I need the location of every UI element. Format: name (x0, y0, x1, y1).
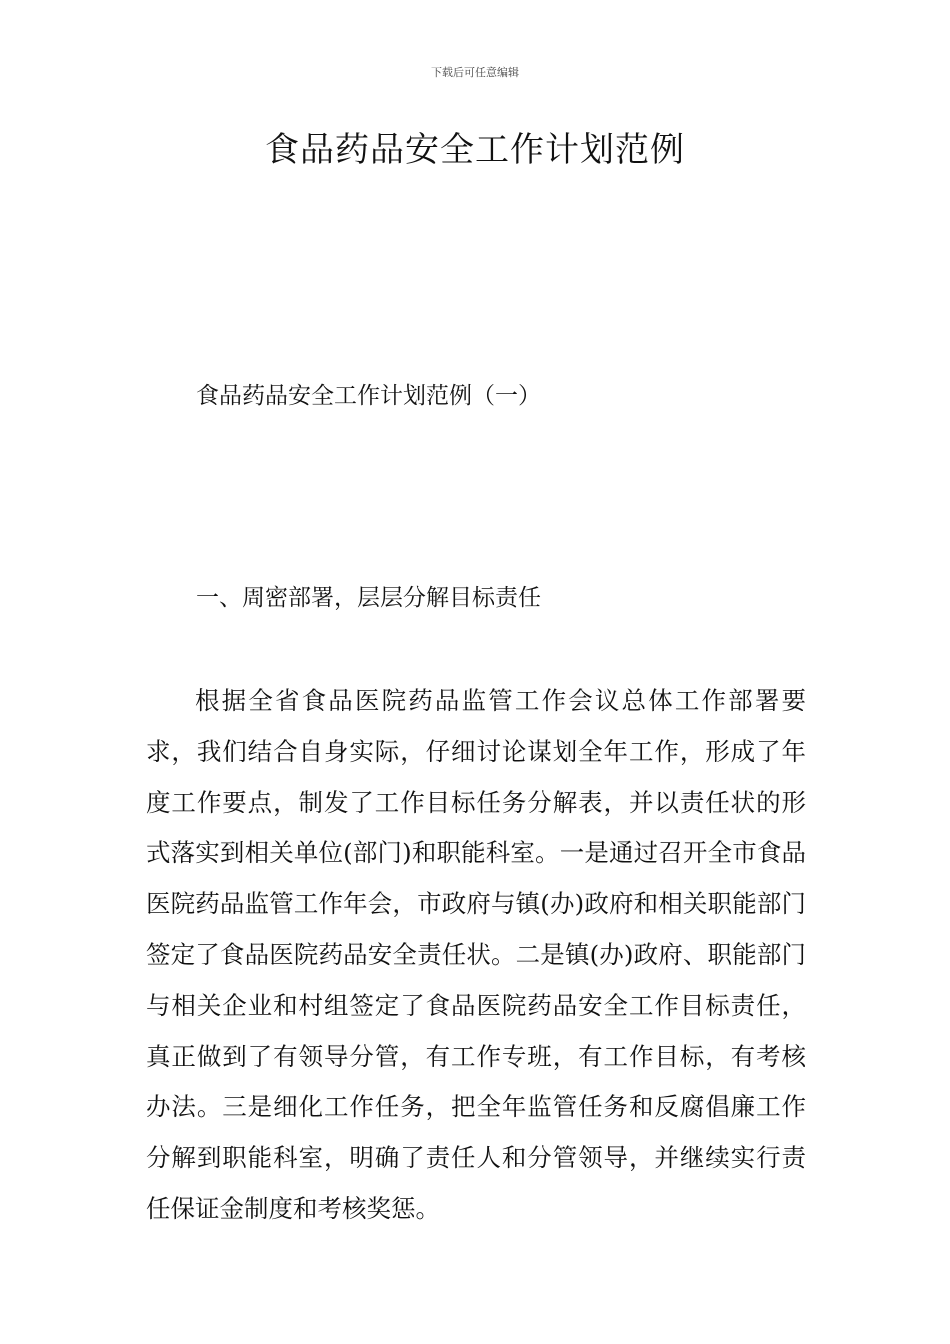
section-heading: 一、周密部署，层层分解目标责任 (196, 585, 541, 611)
document-subtitle: 食品药品安全工作计划范例（一） (196, 383, 541, 409)
header-note: 下载后可任意编辑 (431, 66, 519, 79)
document-title: 食品药品安全工作计划范例 (265, 130, 685, 170)
body-paragraph: 根据全省食品医院药品监管工作会议总体工作部署要求，我们结合自身实际，仔细讨论谋划全年工作，形成了年度工作要点，制发了工作目标任务分解表，并以责任状的形式落实到相关单位(部门)和职能科室。一是通过召开全市食品医院药品监管工作年会，市政府与镇(办)政府和相关职能部门签定了食品医院药品安全责任状。二是镇(办)政府、职能部门与相关企业和村组签定了食品医院药品安全工作目标责任，真正做到了有领导分管，有工作专班，有工作目标，有考核办法。三是细化工作任务，把全年监管任务和反腐倡廉工作分解到职能科室，明确了责任人和分管领导，并继续实行责任保证金制度和考核奖惩。 (146, 686, 806, 1223)
